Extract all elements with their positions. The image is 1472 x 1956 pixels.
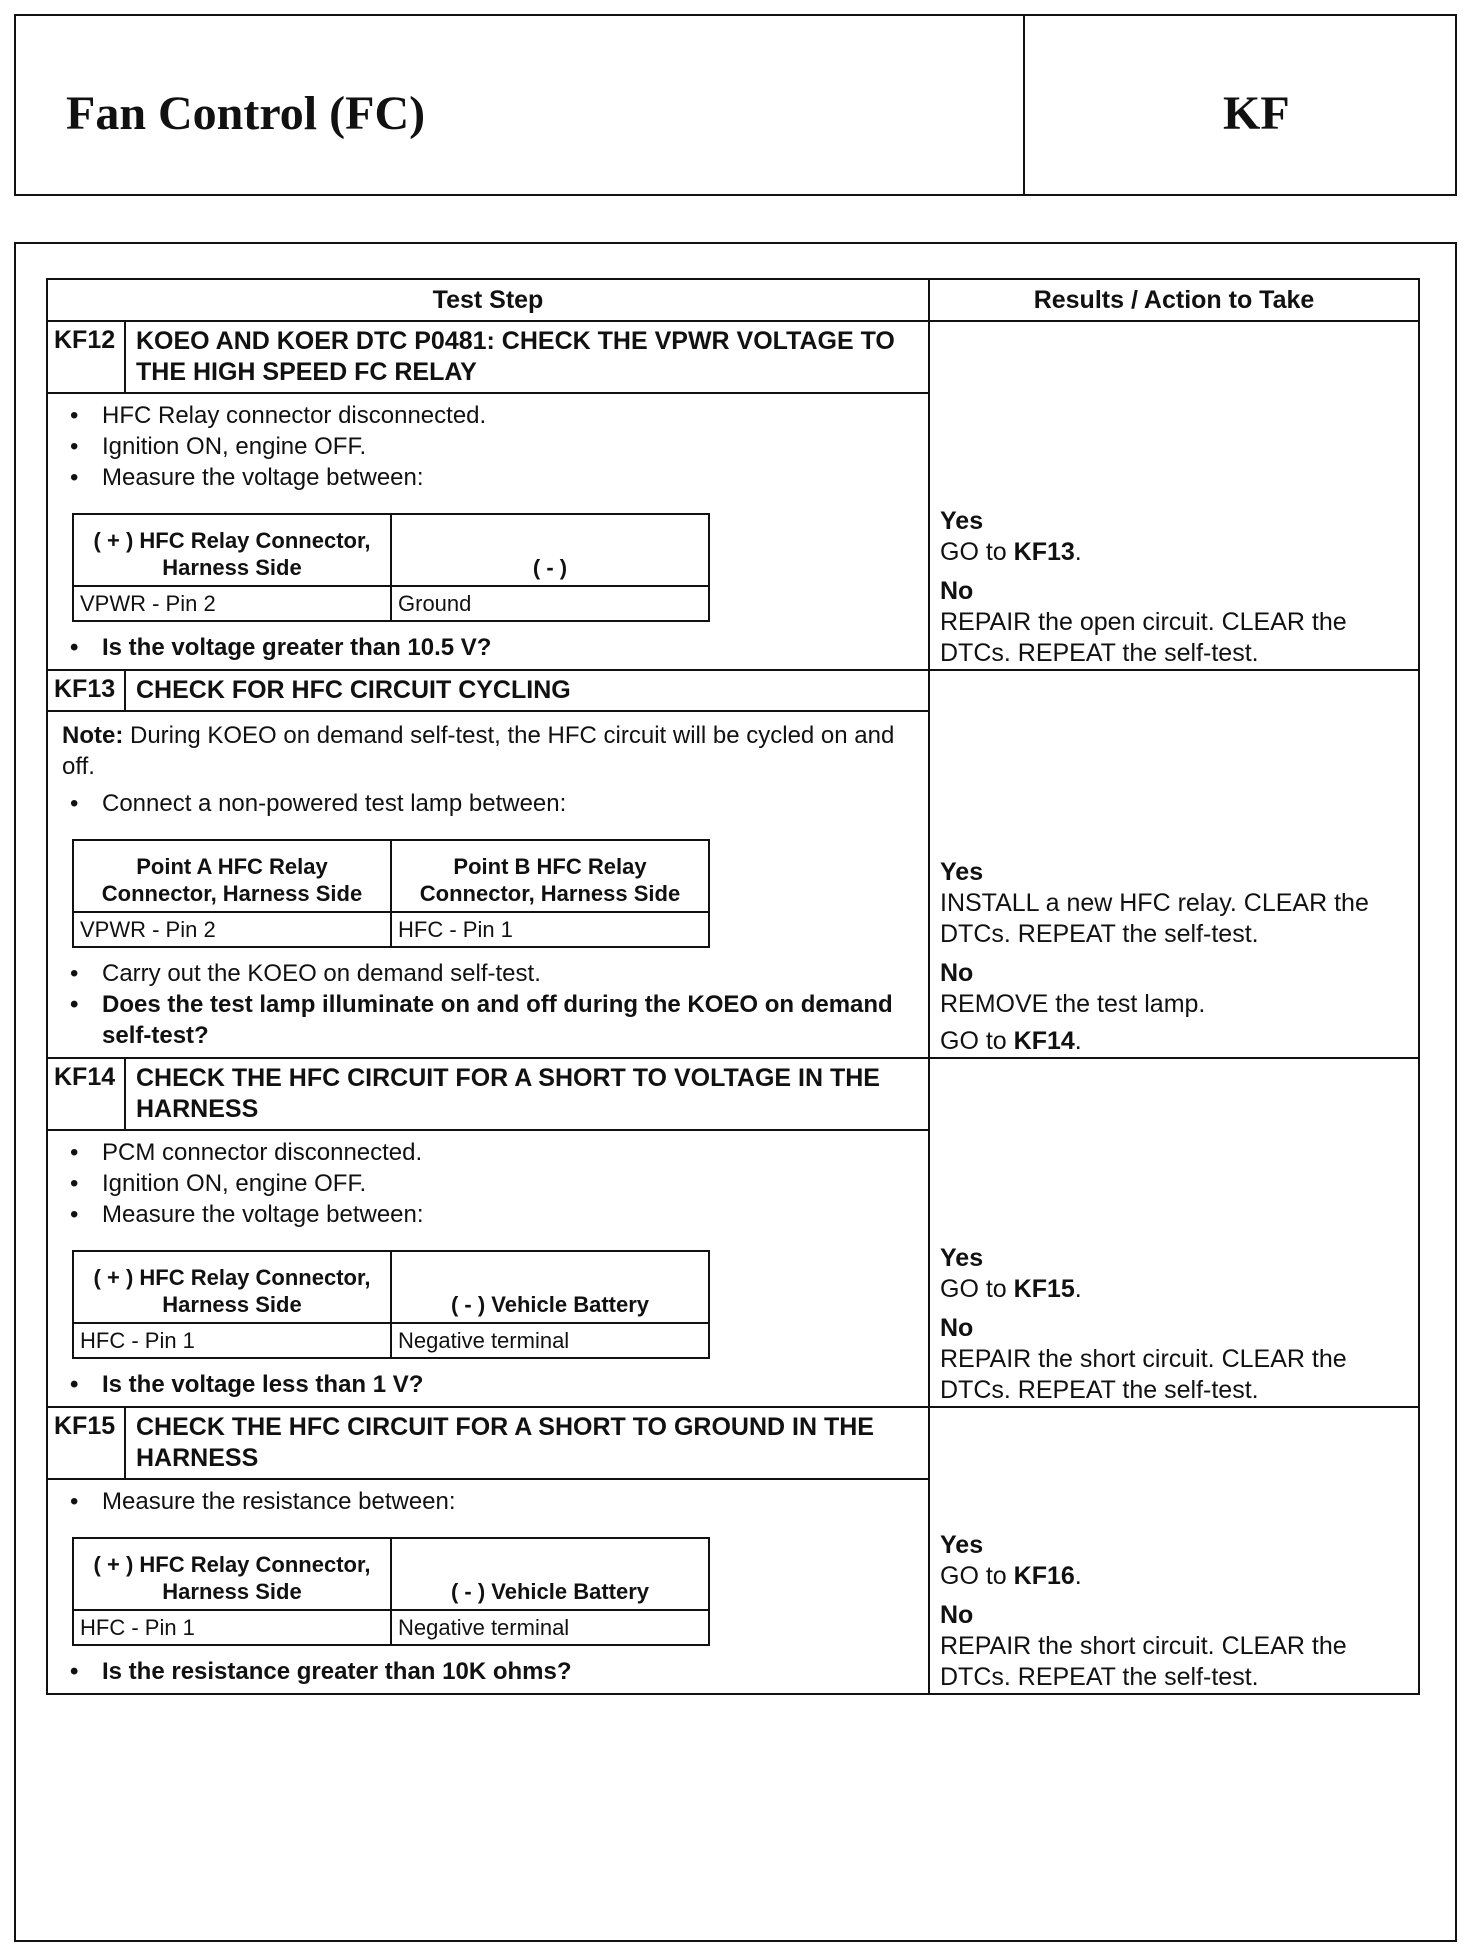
step-title: CHECK THE HFC CIRCUIT FOR A SHORT TO GROUND IN THE HARNESS	[125, 1407, 929, 1479]
bullet: • Connect a non-powered test lamp between:	[102, 788, 918, 819]
yes-text: GO to	[940, 1562, 1007, 1590]
bullet: • Measure the voltage between:	[102, 1199, 918, 1230]
measure-value-1: HFC - Pin 1	[73, 1323, 391, 1358]
bullet: • Measure the resistance between:	[102, 1486, 918, 1517]
bullet: • Ignition ON, engine OFF.	[102, 431, 918, 462]
yes-ref: KF15	[1013, 1275, 1075, 1303]
note-text: During KOEO on demand self-test, the HFC circuit will be cycled on and off.	[62, 722, 895, 780]
yes-ref: KF16	[1013, 1562, 1075, 1590]
question: • Does the test lamp illuminate on and off during the KOEO on demand self-test?	[102, 989, 918, 1051]
measure-header-2: ( - ) Vehicle Battery	[391, 1538, 709, 1610]
yes-label: Yes	[940, 1244, 984, 1272]
bullet: • Carry out the KOEO on demand self-test.	[102, 958, 918, 989]
page-title: Fan Control (FC)	[66, 87, 426, 140]
diagnostic-table	[46, 278, 1420, 1695]
step-id: KF13	[47, 670, 125, 711]
no-ref: KF14	[1013, 1027, 1075, 1055]
step-title: CHECK FOR HFC CIRCUIT CYCLING	[125, 670, 929, 711]
no-label: No	[940, 577, 974, 605]
measure-value-1: HFC - Pin 1	[73, 1610, 391, 1645]
step-body	[47, 1130, 929, 1407]
step-id: KF14	[47, 1058, 125, 1130]
question: • Is the resistance greater than 10K ohms?	[102, 1656, 918, 1687]
yes-text: GO to	[940, 1275, 1007, 1303]
measure-value-2: Negative terminal	[391, 1323, 709, 1358]
measure-value-1: VPWR - Pin 2	[73, 586, 391, 621]
measurement-table	[72, 839, 710, 948]
measure-header-1: Point A HFC Relay Connector, Harness Side	[73, 840, 391, 912]
no-text-2: GO to	[940, 1027, 1007, 1055]
no-label: No	[940, 959, 974, 987]
measure-header-2: ( - )	[391, 514, 709, 586]
step-body	[47, 393, 929, 670]
step-result: Yes GO to KF15. No REPAIR the short circuit. CLEAR the DTCs. REPEAT the self-test.	[929, 1058, 1419, 1407]
no-text: REMOVE the test lamp.	[940, 990, 1206, 1018]
yes-label: Yes	[940, 507, 984, 535]
header-test-step: Test Step	[47, 279, 929, 321]
bullet: • PCM connector disconnected.	[102, 1137, 918, 1168]
header-divider	[1023, 16, 1025, 194]
no-label: No	[940, 1601, 974, 1629]
measure-header-2: ( - ) Vehicle Battery	[391, 1251, 709, 1323]
measure-header-1: ( + ) HFC Relay Connector, Harness Side	[73, 1538, 391, 1610]
measurement-table	[72, 1250, 710, 1359]
measure-header-2: Point B HFC Relay Connector, Harness Side	[391, 840, 709, 912]
no-text: REPAIR the open circuit. CLEAR the DTCs. REPEAT the self-test.	[940, 608, 1347, 667]
measurement-table	[72, 513, 710, 622]
yes-text: GO to	[940, 538, 1007, 566]
bullet: • Measure the voltage between:	[102, 462, 918, 493]
measurement-table	[72, 1537, 710, 1646]
measure-header-1: ( + ) HFC Relay Connector, Harness Side	[73, 1251, 391, 1323]
no-label: No	[940, 1314, 974, 1342]
measure-value-2: Negative terminal	[391, 1610, 709, 1645]
note-label: Note:	[62, 722, 124, 749]
measure-value-2: HFC - Pin 1	[391, 912, 709, 947]
page-header	[14, 14, 1457, 196]
measure-value-2: Ground	[391, 586, 709, 621]
no-text: REPAIR the short circuit. CLEAR the DTCs. REPEAT the self-test.	[940, 1632, 1347, 1691]
no-text: REPAIR the short circuit. CLEAR the DTCs. REPEAT the self-test.	[940, 1345, 1347, 1404]
question: • Is the voltage greater than 10.5 V?	[102, 632, 918, 663]
bullet: • HFC Relay connector disconnected.	[102, 400, 918, 431]
step-result: Yes GO to KF13. No REPAIR the open circuit. CLEAR the DTCs. REPEAT the self-test.	[929, 321, 1419, 670]
step-result: Yes INSTALL a new HFC relay. CLEAR the DTCs. REPEAT the self-test. No REMOVE the test lamp. GO to KF14.	[929, 670, 1419, 1058]
question: • Is the voltage less than 1 V?	[102, 1369, 918, 1400]
bullet: • Ignition ON, engine OFF.	[102, 1168, 918, 1199]
header-results: Results / Action to Take	[929, 279, 1419, 321]
step-id: KF15	[47, 1407, 125, 1479]
step-body	[47, 711, 929, 1058]
step-result: Yes GO to KF16. No REPAIR the short circuit. CLEAR the DTCs. REPEAT the self-test.	[929, 1407, 1419, 1694]
step-body	[47, 1479, 929, 1694]
yes-text: INSTALL a new HFC relay. CLEAR the DTCs. REPEAT the self-test.	[940, 889, 1369, 948]
measure-value-1: VPWR - Pin 2	[73, 912, 391, 947]
section-code: KF	[1223, 87, 1290, 140]
measure-header-1: ( + ) HFC Relay Connector, Harness Side	[73, 514, 391, 586]
yes-label: Yes	[940, 858, 984, 886]
step-id: KF12	[47, 321, 125, 393]
step-title: CHECK THE HFC CIRCUIT FOR A SHORT TO VOLTAGE IN THE HARNESS	[125, 1058, 929, 1130]
step-title: KOEO AND KOER DTC P0481: CHECK THE VPWR VOLTAGE TO THE HIGH SPEED FC RELAY	[125, 321, 929, 393]
yes-label: Yes	[940, 1531, 984, 1559]
yes-ref: KF13	[1013, 538, 1075, 566]
